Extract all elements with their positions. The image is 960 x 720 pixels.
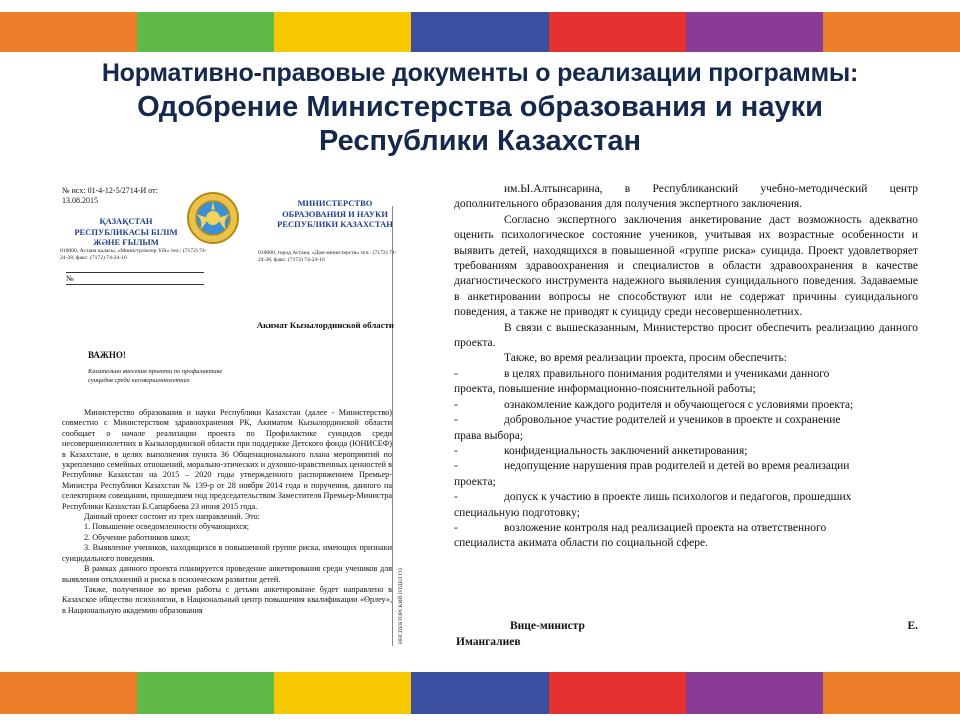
blank-number-label: № <box>66 274 74 283</box>
letter-list-item: 2. Обучение работников школ; <box>84 532 191 542</box>
request-list-item-text: недопущение нарушения прав родителей и детей во время реализации <box>504 460 850 473</box>
page-frame-line <box>392 206 393 646</box>
stripe <box>411 672 548 714</box>
request-list-item-text: возложение контроля над реализацией проекта на ответственного <box>504 521 827 534</box>
blank-date-line <box>66 272 204 273</box>
stripe <box>686 12 823 52</box>
stripe <box>686 672 823 714</box>
signatory-position: Вице-министр <box>510 620 585 632</box>
stripe <box>823 672 960 714</box>
request-list-item <box>454 367 918 382</box>
list-dash: - <box>454 398 458 411</box>
request-list-item <box>454 398 918 413</box>
list-dash: - <box>454 460 458 473</box>
request-list-item-continuation: права выбора; <box>454 429 524 442</box>
list-dash: - <box>454 367 458 380</box>
important-label: ВАЖНО! <box>88 350 126 360</box>
stripe <box>549 12 686 52</box>
letter-paragraph: Министерство образования и науки Республики Казахстан (далее - Министерство) совместно с Министерством здравоохранения РК, Акиматом Кызылординской области сообщает о начале реализации проекта по Профилактике суицидов среди несовершеннолетних в Кызылординской области при поддержке Детского фонда (ЮНИСЕФ) в Казахстане, в целях выполнения пункта 36 Общенационального плана мероприятий по укреплению семейных отношений, морально-этических и духовно-нравственных ценностей в Республике Казахстан на 2015 – 2020 годы утвержденного распоряжением Премьер-Министра Республики Казахстан № 139-р от 28 ноября 2014 года и поручения, данного на селекторном совещании, прошедшем под председательством Заместителя Премьер-Министра Республики Казахстан Б.Сапарбаева 23 июня 2015 года. <box>62 408 392 511</box>
request-list-item-text: ознакомление каждого родителя и обучающегося с условиями проекта; <box>504 398 854 411</box>
letter-paragraph: В рамках данного проекта планируется проведение анкетирования среди учеников для выявления отклонений и риска в психическом развитии детей. <box>62 564 392 584</box>
request-list-item <box>454 521 918 536</box>
request-list-item-text: добровольное участие родителей и учеников в проекте и сохранение <box>504 414 841 427</box>
address-russian: 010000, город Астана, «Дом министерств» тел.: (7172) 74-24-28, факс: (7172) 74-24-16 <box>258 250 397 263</box>
ministry-name-russian: МИНИСТЕРСТВО ОБРАЗОВАНИЯ И НАУКИ РЕСПУБЛИКИ КАЗАХСТАН <box>277 198 393 229</box>
page2-paragraph: Согласно экспертного заключения анкетирование даст возможность адекватно оценить психологическое состояние учеников, учитывая их возрастные особенности и выявить детей, находящихся в повышенной «группе риска» суицида. Проект удовлетворяет требованиям здравоохранения и специалистов в области здравоохранения в качестве диагностического инструмента надежного выявления суицидального поведения. Задаваемые в анкетировании вопросы не способствуют или не содержат причины суицидального поведения, а также не приводят к суициду среди несовершеннолетних. <box>454 213 918 319</box>
blank-number-line <box>66 284 204 285</box>
ministry-name-kazakh: ҚАЗАҚСТАН РЕСПУБЛИКАСЫ БІЛІМ ЖӘНЕ ҒЫЛЫМ <box>74 216 178 247</box>
letter-list-item: 3. Выявление учеников, находящихся в повышенной группе риска, имеющих признаки суицидального поведения. <box>62 543 392 563</box>
signatory-initial: Е. <box>907 620 918 632</box>
stripe <box>137 12 274 52</box>
request-list-item-continuation: специальную подготовку; <box>454 506 580 519</box>
letter-subject: Касательно внесения проекта по профилактике суицидов среди несовершеннолетних <box>88 368 223 384</box>
stripe <box>0 672 137 714</box>
signatory-surname: Имангалиев <box>456 636 521 648</box>
kazakhstan-emblem-icon <box>186 190 240 246</box>
top-color-stripes <box>0 12 960 52</box>
addressee: Акимат Кызылординской области <box>256 320 394 330</box>
request-list-item-text: конфиденциальность заключений анкетирования; <box>504 444 748 457</box>
letter-page-1 <box>58 184 404 666</box>
list-dash: - <box>454 521 458 534</box>
request-list-item-text: в целях правильного понимания родителями и учениками данного <box>504 367 830 380</box>
page2-paragraph: им.Ы.Алтынсарина, в Республиканский учебно-методический центр дополнительного образования для получения экспертного заключения. <box>454 183 918 211</box>
stripe <box>274 672 411 714</box>
outgoing-number: № исх: 01-4-12-5/2714-И от: 13.08.2015 <box>62 186 158 205</box>
stripe <box>137 672 274 714</box>
stripe <box>0 12 137 52</box>
letter-page-2 <box>454 182 918 652</box>
list-dash: - <box>454 414 458 427</box>
request-list-item <box>454 490 918 505</box>
title-line-2: Одобрение Министерства образования и науки <box>137 91 823 123</box>
request-list-item-continuation: проекта, повышение информационно-пояснительной работы; <box>454 383 756 396</box>
request-list-item <box>454 413 918 428</box>
registration-stamp: ИНСПЕКТОРСКИЙ ОТДЕЛ ГО <box>398 568 404 644</box>
bottom-color-stripes <box>0 672 960 714</box>
request-list-item <box>454 459 918 474</box>
stripe <box>823 12 960 52</box>
request-list-item-text: допуск к участию в проекте лишь психологов и педагогов, прошедших <box>504 491 852 504</box>
list-dash: - <box>454 444 458 457</box>
letter-list-item: 1. Повышение осведомленности обучающихся; <box>84 522 250 532</box>
address-kazakh: 010000, Астана қаласы, «Министрліктер Үйі» тел.: (7172) 74-24-28, факс: (7172) 74-24-16 <box>60 248 207 261</box>
page2-paragraph: Также, во время реализации проекта, просим обеспечить: <box>504 352 787 365</box>
request-list-item-continuation: проекта; <box>454 475 496 488</box>
stripe <box>549 672 686 714</box>
slide-title <box>20 56 940 158</box>
stripe <box>411 12 548 52</box>
letter-body <box>62 408 392 616</box>
letter-paragraph: Данный проект состоит из трех направлений. Это: <box>84 512 260 522</box>
page2-paragraph: В связи с вышесказанным, Министерство просит обеспечить реализацию данного проекта. <box>454 321 918 350</box>
stripe <box>274 12 411 52</box>
request-list-item <box>454 444 918 459</box>
request-list <box>454 367 918 552</box>
request-list-item-continuation: специалиста акимата области по социальной сфере. <box>454 537 708 550</box>
letter-paragraph: Также, полученное во время работы с детьми анкетирование будет направлено в Казахское общество психологии, в Национальный центр повышения квалификации «Өрлеу», в Национальную академию образования <box>62 584 392 615</box>
title-line-3: Республики Казахстан <box>318 125 642 157</box>
title-line-1: Нормативно-правовые документы о реализации программы: <box>101 59 859 87</box>
list-dash: - <box>454 491 458 504</box>
